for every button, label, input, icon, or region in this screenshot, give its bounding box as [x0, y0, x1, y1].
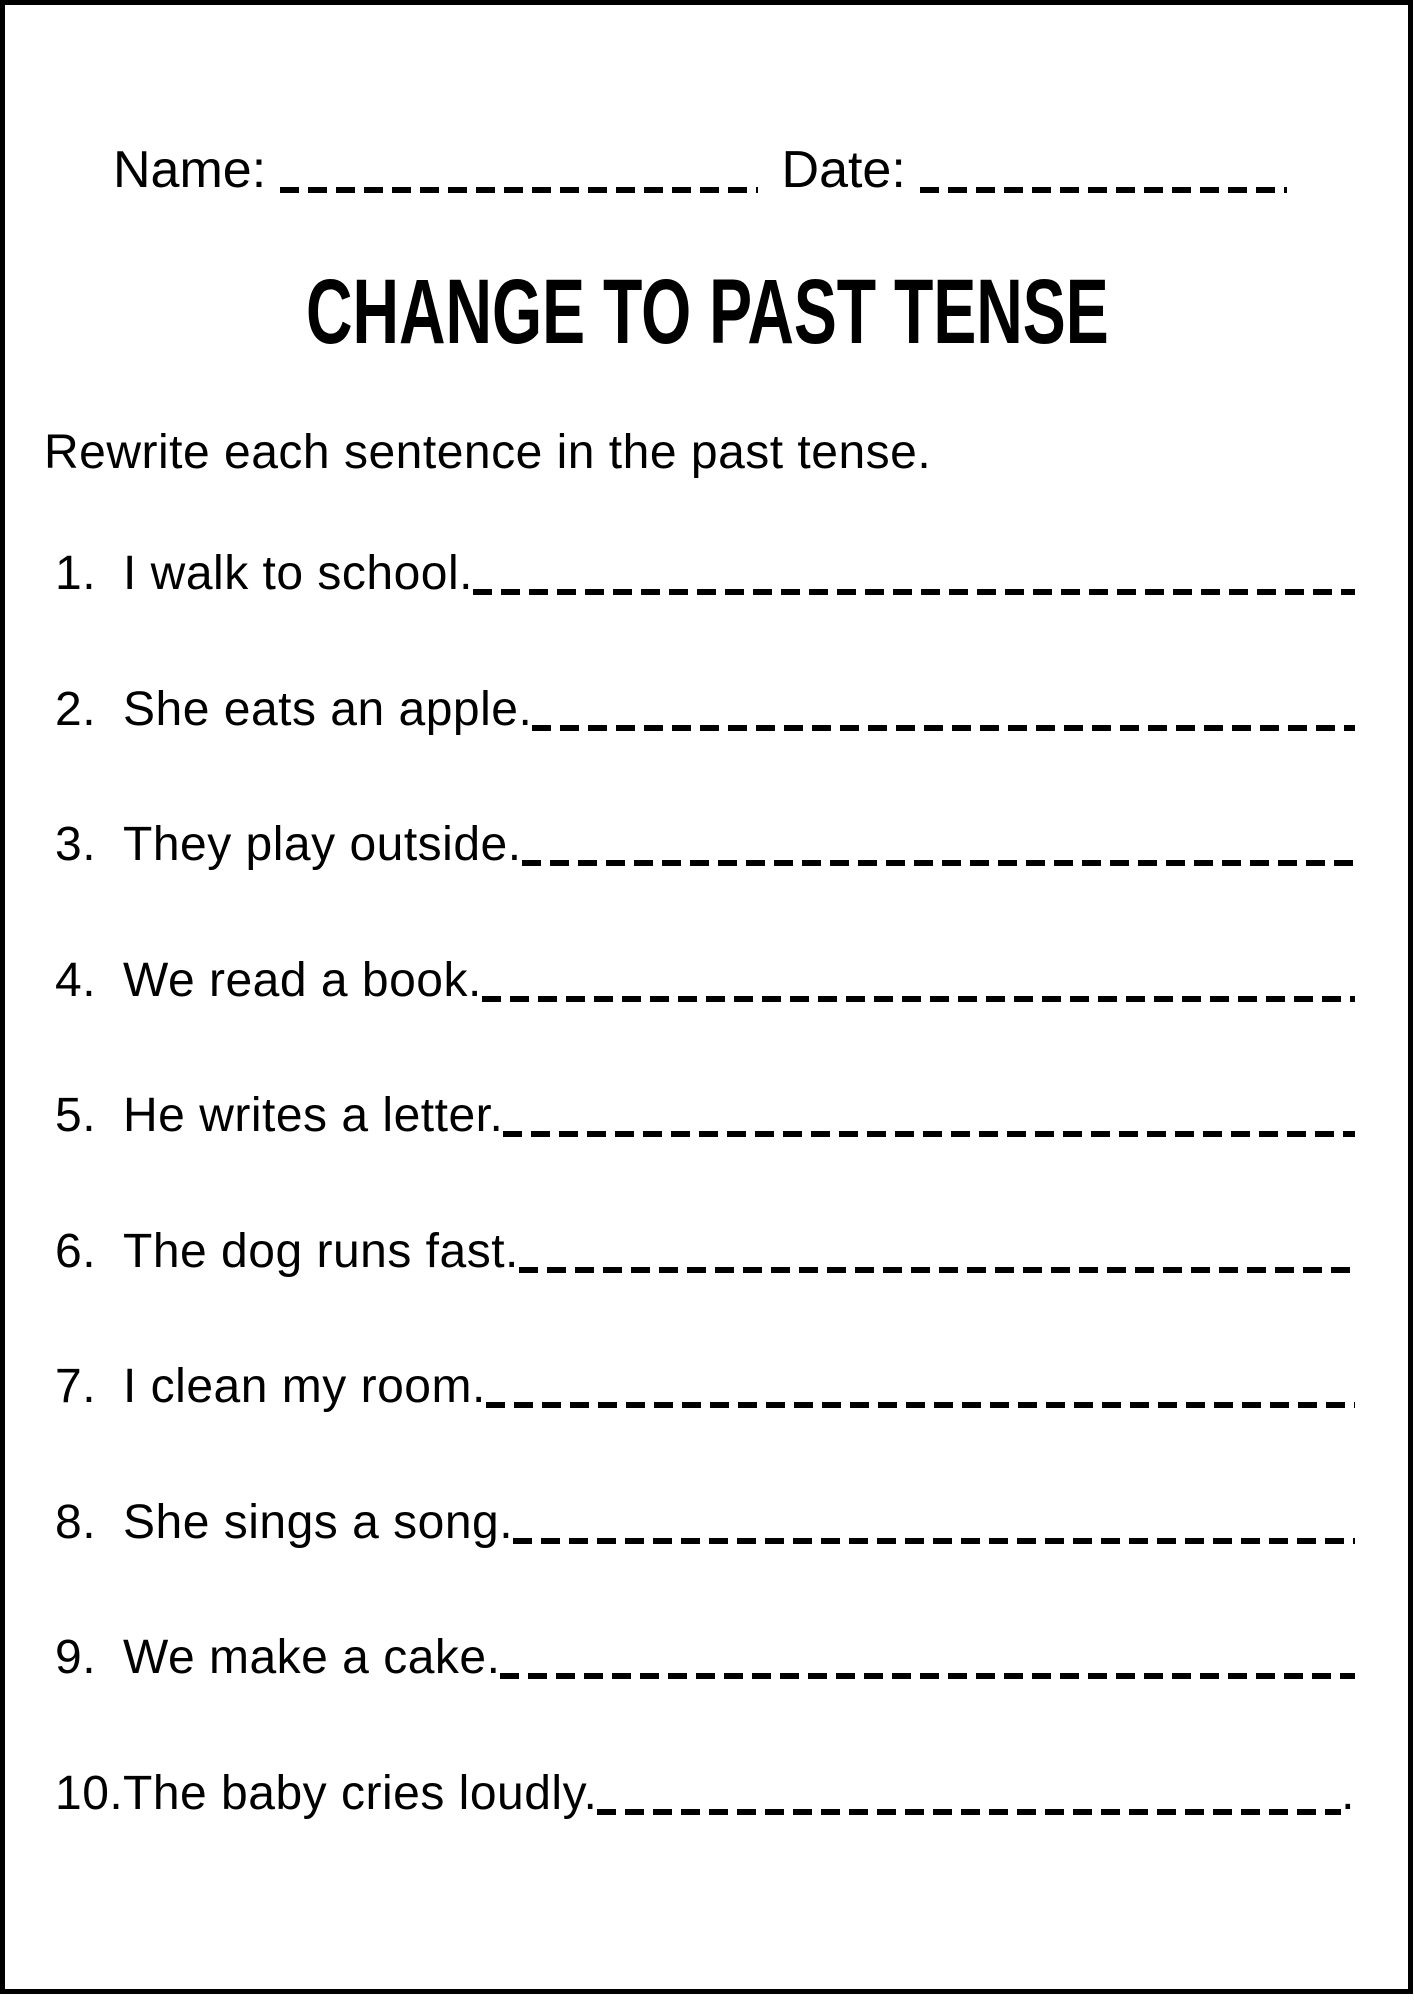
item-number: 3. — [55, 818, 97, 871]
list-item — [55, 1765, 1355, 1901]
answer-blank-line — [532, 725, 1355, 731]
item-sentence: He writes a letter. — [123, 1089, 504, 1142]
item-sentence: I clean my room. — [123, 1360, 486, 1413]
answer-blank-line — [522, 860, 1355, 866]
answer-blank-line — [597, 1809, 1341, 1815]
sentence-list — [55, 545, 1355, 1900]
date-blank-line — [920, 187, 1287, 193]
item-number: 6. — [55, 1224, 97, 1278]
list-item — [55, 1494, 1355, 1630]
item-number: 1. — [55, 547, 97, 600]
item-suffix: . — [1341, 1766, 1355, 1820]
item-sentence: She sings a song. — [123, 1495, 514, 1549]
item-number: 4. — [55, 953, 97, 1007]
date-label: Date: — [781, 141, 906, 199]
answer-blank-line — [500, 1673, 1355, 1679]
item-sentence: I walk to school. — [123, 547, 473, 600]
list-item — [55, 545, 1355, 681]
list-item — [55, 1358, 1355, 1494]
list-item — [55, 1629, 1355, 1765]
answer-blank-line — [473, 589, 1355, 595]
list-item — [55, 952, 1355, 1088]
name-date-row — [113, 140, 1287, 200]
answer-blank-line — [513, 1538, 1355, 1544]
worksheet-title: CHANGE TO PAST TENSE — [305, 261, 1109, 363]
item-sentence: We make a cake. — [123, 1631, 501, 1684]
item-number: 9. — [55, 1631, 97, 1684]
list-item — [55, 1223, 1355, 1359]
list-item — [55, 681, 1355, 817]
name-label: Name: — [113, 141, 267, 199]
item-sentence: We read a book. — [123, 953, 482, 1007]
item-number: 10. — [55, 1766, 124, 1820]
item-number: 5. — [55, 1089, 97, 1142]
item-sentence: She eats an apple. — [123, 682, 533, 736]
item-sentence: The baby cries loudly. — [123, 1766, 598, 1820]
answer-blank-line — [486, 1402, 1355, 1408]
item-sentence: The dog runs fast. — [123, 1224, 519, 1278]
list-item — [55, 816, 1355, 952]
item-sentence: They play outside. — [123, 818, 522, 871]
answer-blank-line — [519, 1267, 1355, 1273]
instruction-text: Rewrite each sentence in the past tense. — [44, 426, 932, 479]
answer-blank-line — [482, 996, 1355, 1002]
item-number: 2. — [55, 682, 97, 736]
name-blank-line — [280, 187, 757, 193]
item-number: 7. — [55, 1360, 97, 1413]
title-row — [0, 262, 1414, 389]
item-number: 8. — [55, 1495, 97, 1549]
answer-blank-line — [503, 1131, 1355, 1137]
list-item — [55, 1087, 1355, 1223]
